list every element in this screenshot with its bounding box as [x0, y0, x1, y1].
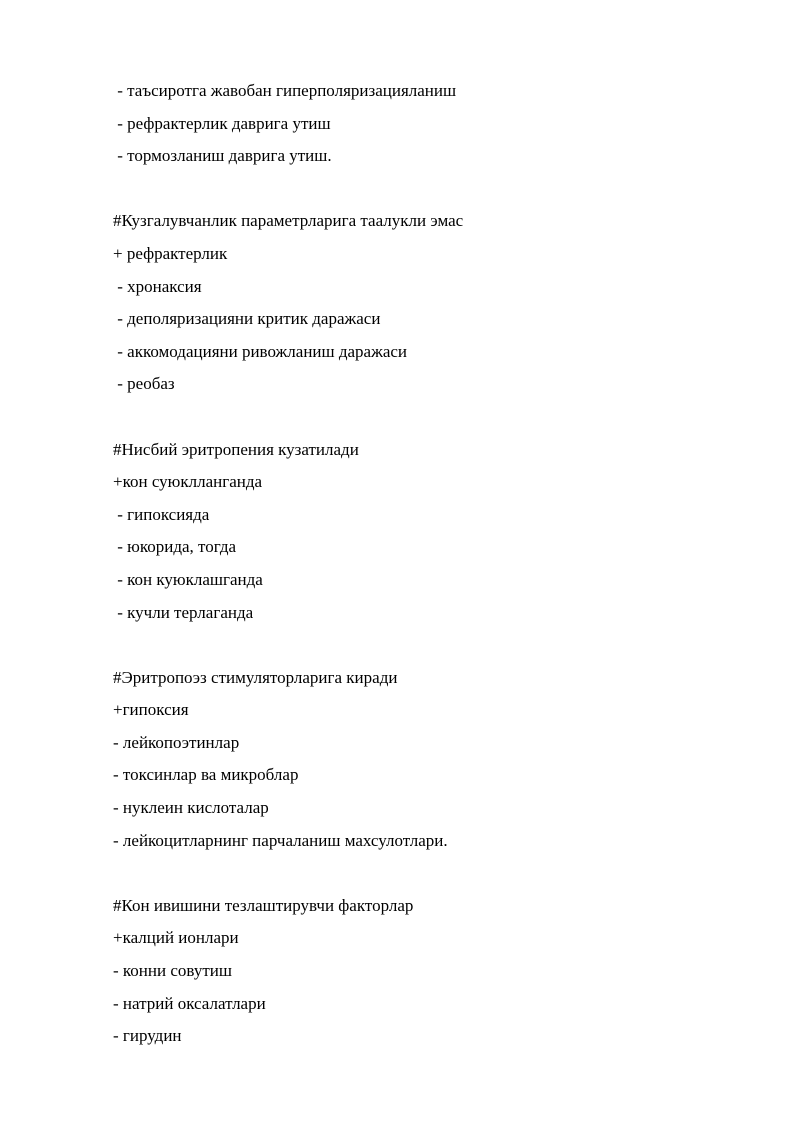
answer-option: - нуклеин кислоталар	[113, 798, 269, 818]
answer-option: - натрий оксалатлари	[113, 993, 266, 1013]
question-text: #Эритропоэз стимуляторларига киради	[113, 667, 398, 687]
answer-option: - кон куюклашганда	[113, 569, 263, 589]
answer-option: - гирудин	[113, 1026, 182, 1046]
answer-option: - рефрактерлик даврига утиш	[113, 113, 331, 133]
question-block	[113, 662, 733, 858]
answer-option: - аккомодацияни ривожланиш даражаси	[113, 341, 408, 361]
block-spacer	[113, 857, 733, 890]
question-text: #Кузгалувчанлик параметрларига таалукли эмас	[113, 211, 464, 231]
answer-option: - лейкопоэтинлар	[113, 732, 240, 752]
question-block	[113, 434, 733, 630]
correct-answer: + рефрактерлик	[113, 243, 228, 263]
question-block	[113, 890, 733, 1053]
answer-option: - гипоксияда	[113, 504, 210, 524]
question-text: #Нисбий эритропения кузатилади	[113, 439, 359, 459]
answer-option: - таъсиротга жавобан гиперполяризацияланиш	[113, 81, 457, 100]
question-text: #Кон ивишини тезлаштирувчи факторлар	[113, 895, 414, 915]
answer-option: - хронаксия	[113, 276, 202, 296]
answer-option: - деполяризацияни критик даражаси	[113, 309, 381, 329]
correct-answer: +гипоксия	[113, 700, 189, 720]
correct-answer: +кон суюклланганда	[113, 472, 263, 492]
question-block-continuation	[113, 75, 733, 173]
answer-option: - тормозланиш даврига утиш.	[113, 146, 332, 166]
answer-option: - токсинлар ва микроблар	[113, 765, 299, 785]
block-spacer	[113, 629, 733, 662]
block-spacer	[113, 173, 733, 206]
question-block	[113, 205, 733, 401]
answer-option: - лейкоцитларнинг парчаланиш махсулотлари.	[113, 830, 448, 850]
block-spacer	[113, 401, 733, 434]
answer-option: - реобаз	[113, 374, 175, 394]
answer-option: - конни совутиш	[113, 961, 232, 981]
answer-option: - юкорида, тогда	[113, 537, 237, 557]
answer-option: - кучли терлаганда	[113, 602, 254, 622]
document-content	[113, 75, 733, 1053]
correct-answer: +калций ионлари	[113, 928, 239, 948]
